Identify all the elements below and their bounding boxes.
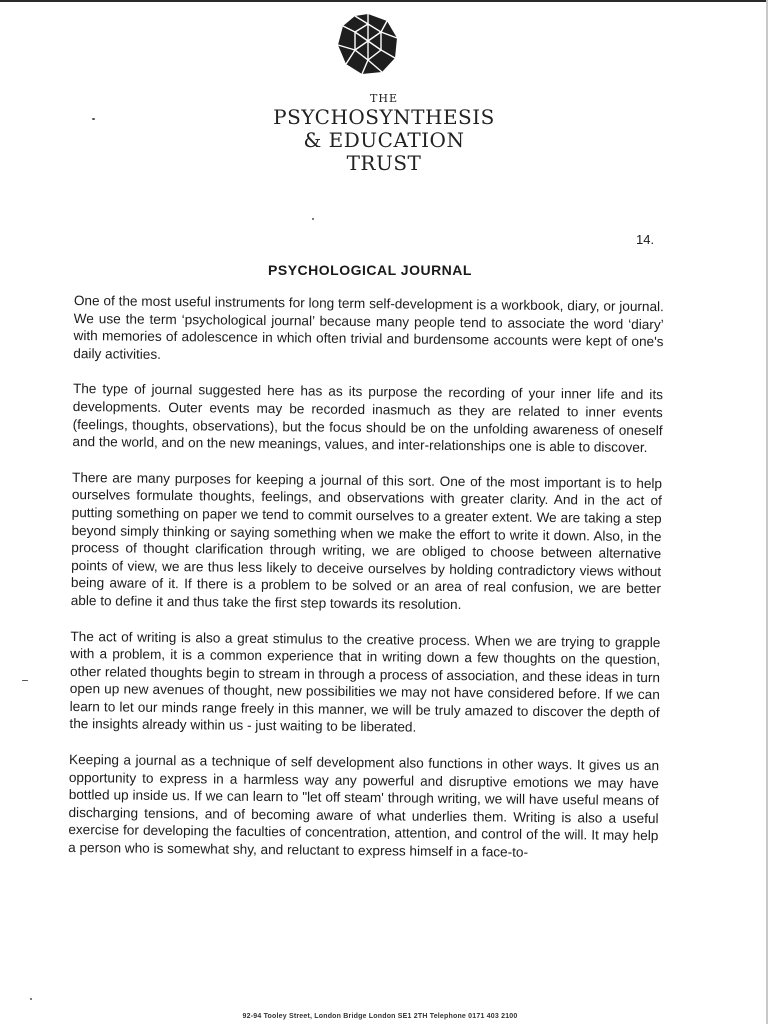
org-name-the: THE xyxy=(370,92,398,105)
org-name-line-1: PSYCHOSYNTHESIS xyxy=(273,105,495,129)
scan-speck xyxy=(312,218,314,220)
paragraph: The act of writing is also a great stimulus to the creative process. When we are trying to grapple with a problem, it is a common experience that in writing down a few thoughts on the question, other related thoughts begin to stream in through a process of association, and these ideas in turn open up new avenues of thought, new possibilities we may not have considered before. If we can learn to let our minds range freely in this manner, we will be truly amazed to discover the depth of the insights already within us - just waiting to be liberated. xyxy=(69,628,661,736)
organization-name xyxy=(184,92,584,175)
scan-speck xyxy=(92,118,95,120)
scan-top-edge xyxy=(0,0,768,2)
document-title: PSYCHOLOGICAL JOURNAL xyxy=(268,262,472,278)
scan-speck xyxy=(22,680,28,681)
paragraph: Keeping a journal as a technique of self development also functions in other ways. It gives us an opportunity to express in a harmless way any powerful and disruptive emotions we may have bottled up inside us. If we can learn to "let off steam' through writing, we will have useful means of discharging tensions, and of becoming aware of what underlies them. Writing is also a useful exercise for developing the faculties of concentration, attention, and control of the will. It may help a person who is somewhat shy, and reluctant to express himself in a face-to- xyxy=(68,752,660,860)
body-text xyxy=(68,292,664,881)
footer-address: 92-94 Tooley Street, London Bridge London SE1 2TH Telephone 0171 403 2100 xyxy=(242,1013,518,1020)
paragraph: There are many purposes for keeping a journal of this sort. One of the most important is to help ourselves formulate thoughts, feelings, and observations with greater clarity. And in the act of putting something on paper we tend to commit ourselves to a greater extent. We are taking a step beyond simply thinking or saying something when we make the effort to write it down. Also, in the process of thought clarification through writing, we are obliged to choose between alternative points of view, we are thus less likely to deceive ourselves by holding contradictory views without being aware of it. If there is a problem to be solved or an area of real confusion, we are better able to define it and thus take the first step towards its resolution. xyxy=(70,469,663,612)
paragraph: The type of journal suggested here has as its purpose the recording of your inner life and its developments. Outer events may be recorded inasmuch as they are related to inner events (feelings, thoughts, observations), but the focus should be on the unfolding awareness of oneself and the world, and on the new meanings, values, and inter-relationships one is able to discover. xyxy=(72,381,664,456)
org-name-line-3: TRUST xyxy=(346,151,422,175)
paragraph: One of the most useful instruments for long term self-development is a workbook, diary, or journal. We use the term ‘psychological journal’ because many people tend to associate the word ‘diary’ with memories of adolescence in which often trivial and burdensome accounts were kept of one's daily activities. xyxy=(73,292,664,362)
geometric-polyhedron-icon xyxy=(335,12,401,90)
scan-speck xyxy=(30,998,32,1000)
page-number: 14. xyxy=(636,232,655,247)
org-name-line-2: & EDUCATION xyxy=(303,128,465,152)
